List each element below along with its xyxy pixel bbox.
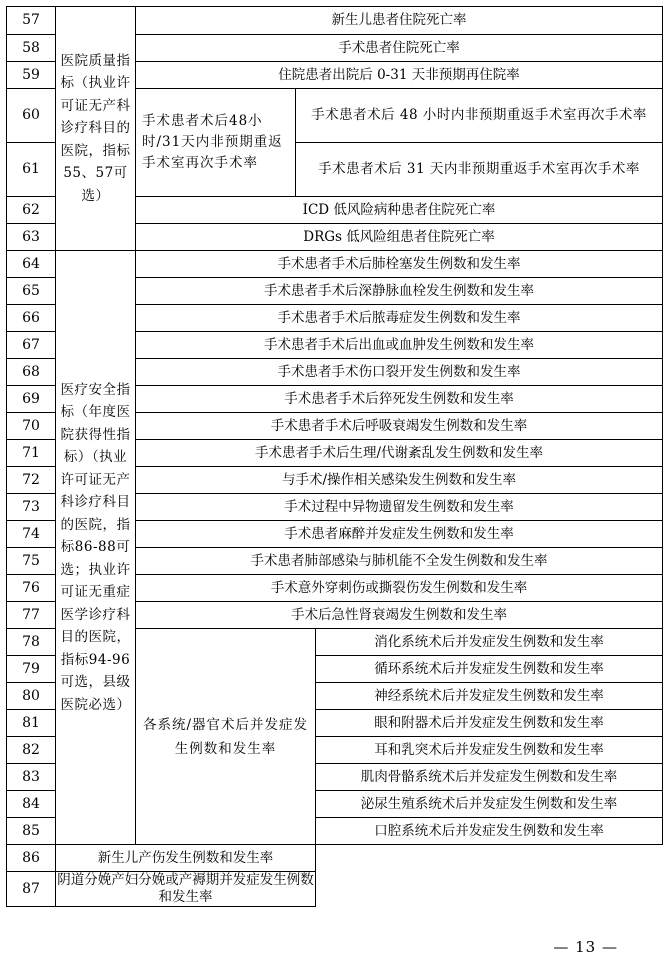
- row-number: 59: [7, 62, 56, 89]
- row-number: 57: [7, 7, 56, 35]
- indicator-name: 手术患者手术后出血或血肿发生例数和发生率: [136, 332, 663, 359]
- indicator-name: 泌尿生殖系统术后并发症发生例数和发生率: [316, 791, 663, 818]
- indicator-name: 住院患者出院后 0-31 天非预期再住院率: [136, 62, 663, 89]
- row-number: 78: [7, 629, 56, 656]
- indicator-name: 与手术/操作相关感染发生例数和发生率: [136, 467, 663, 494]
- row-number: 67: [7, 332, 56, 359]
- table-row: [7, 251, 663, 278]
- row-number: 75: [7, 548, 56, 575]
- indicator-name: 手术意外穿刺伤或撕裂伤发生例数和发生率: [136, 575, 663, 602]
- category-hospital-quality: 医院质量指标（执业许可证无产科诊疗科目的医院，指标55、57可选）: [56, 7, 136, 251]
- table-row: [7, 845, 663, 872]
- indicator-name: 手术患者术后 31 天内非预期重返手术室再次手术率: [296, 143, 663, 197]
- indicator-name: 肌肉骨骼系统术后并发症发生例数和发生率: [316, 764, 663, 791]
- row-number: 84: [7, 791, 56, 818]
- row-number: 87: [7, 872, 56, 907]
- row-number: 66: [7, 305, 56, 332]
- indicator-name: 手术患者手术伤口裂开发生例数和发生率: [136, 359, 663, 386]
- row-number: 64: [7, 251, 56, 278]
- table-row: [7, 872, 663, 907]
- row-number: 71: [7, 440, 56, 467]
- indicator-name: DRGs 低风险组患者住院死亡率: [136, 224, 663, 251]
- row-number: 73: [7, 494, 56, 521]
- indicator-name: 手术后急性肾衰竭发生例数和发生率: [136, 602, 663, 629]
- row-number: 74: [7, 521, 56, 548]
- indicator-name: 口腔系统术后并发症发生例数和发生率: [316, 818, 663, 845]
- subgroup-reoperation: 手术患者术后48小时/31天内非预期重返手术室再次手术率: [136, 89, 296, 197]
- indicator-name: 手术过程中异物遗留发生例数和发生率: [136, 494, 663, 521]
- row-number: 80: [7, 683, 56, 710]
- indicator-name: 耳和乳突术后并发症发生例数和发生率: [316, 737, 663, 764]
- indicator-table: [6, 6, 663, 907]
- row-number: 69: [7, 386, 56, 413]
- row-number: 58: [7, 35, 56, 62]
- row-number: 77: [7, 602, 56, 629]
- indicator-name: 手术患者肺部感染与肺机能不全发生例数和发生率: [136, 548, 663, 575]
- row-number: 86: [7, 845, 56, 872]
- indicator-name: 手术患者手术后脓毒症发生例数和发生率: [136, 305, 663, 332]
- indicator-name: 手术患者手术后猝死发生例数和发生率: [136, 386, 663, 413]
- page-number: — 13 —: [553, 938, 618, 956]
- indicator-name: 眼和附器术后并发症发生例数和发生率: [316, 710, 663, 737]
- indicator-name: ICD 低风险病种患者住院死亡率: [136, 197, 663, 224]
- row-number: 85: [7, 818, 56, 845]
- indicator-name: 手术患者手术后深静脉血栓发生例数和发生率: [136, 278, 663, 305]
- category-medical-safety: 医疗安全指标（年度医院获得性指标）（执业许可证无产科诊疗科目的医院，指标86-88可选；执业许可证无重症医学诊疗科目的医院，指标94-96可选，县级医院必选）: [56, 251, 136, 845]
- row-number: 62: [7, 197, 56, 224]
- row-number: 79: [7, 656, 56, 683]
- row-number: 70: [7, 413, 56, 440]
- row-number: 83: [7, 764, 56, 791]
- row-number: 60: [7, 89, 56, 143]
- subgroup-system-complications: 各系统/器官术后并发症发生例数和发生率: [136, 629, 316, 845]
- indicator-name: 阴道分娩产妇分娩或产褥期并发症发生例数和发生率: [57, 872, 314, 905]
- indicator-name: 手术患者麻醉并发症发生例数和发生率: [136, 521, 663, 548]
- row-number: 61: [7, 143, 56, 197]
- indicator-name: 神经系统术后并发症发生例数和发生率: [316, 683, 663, 710]
- row-number: 65: [7, 278, 56, 305]
- indicator-name: 循环系统术后并发症发生例数和发生率: [316, 656, 663, 683]
- row-number: 68: [7, 359, 56, 386]
- table-row: [7, 7, 663, 35]
- indicator-name: 新生儿产伤发生例数和发生率: [56, 845, 316, 872]
- indicator-name: 新生儿患者住院死亡率: [136, 7, 663, 35]
- indicator-name: 消化系统术后并发症发生例数和发生率: [316, 629, 663, 656]
- indicator-name: 手术患者手术后生理/代谢紊乱发生例数和发生率: [136, 440, 663, 467]
- indicator-name: 手术患者住院死亡率: [136, 35, 663, 62]
- row-number: 82: [7, 737, 56, 764]
- row-number: 63: [7, 224, 56, 251]
- indicator-name: 手术患者术后 48 小时内非预期重返手术室再次手术率: [296, 89, 663, 143]
- row-number: 72: [7, 467, 56, 494]
- row-number: 76: [7, 575, 56, 602]
- indicator-name: 手术患者手术后肺栓塞发生例数和发生率: [136, 251, 663, 278]
- indicator-name: 手术患者手术后呼吸衰竭发生例数和发生率: [136, 413, 663, 440]
- row-number: 81: [7, 710, 56, 737]
